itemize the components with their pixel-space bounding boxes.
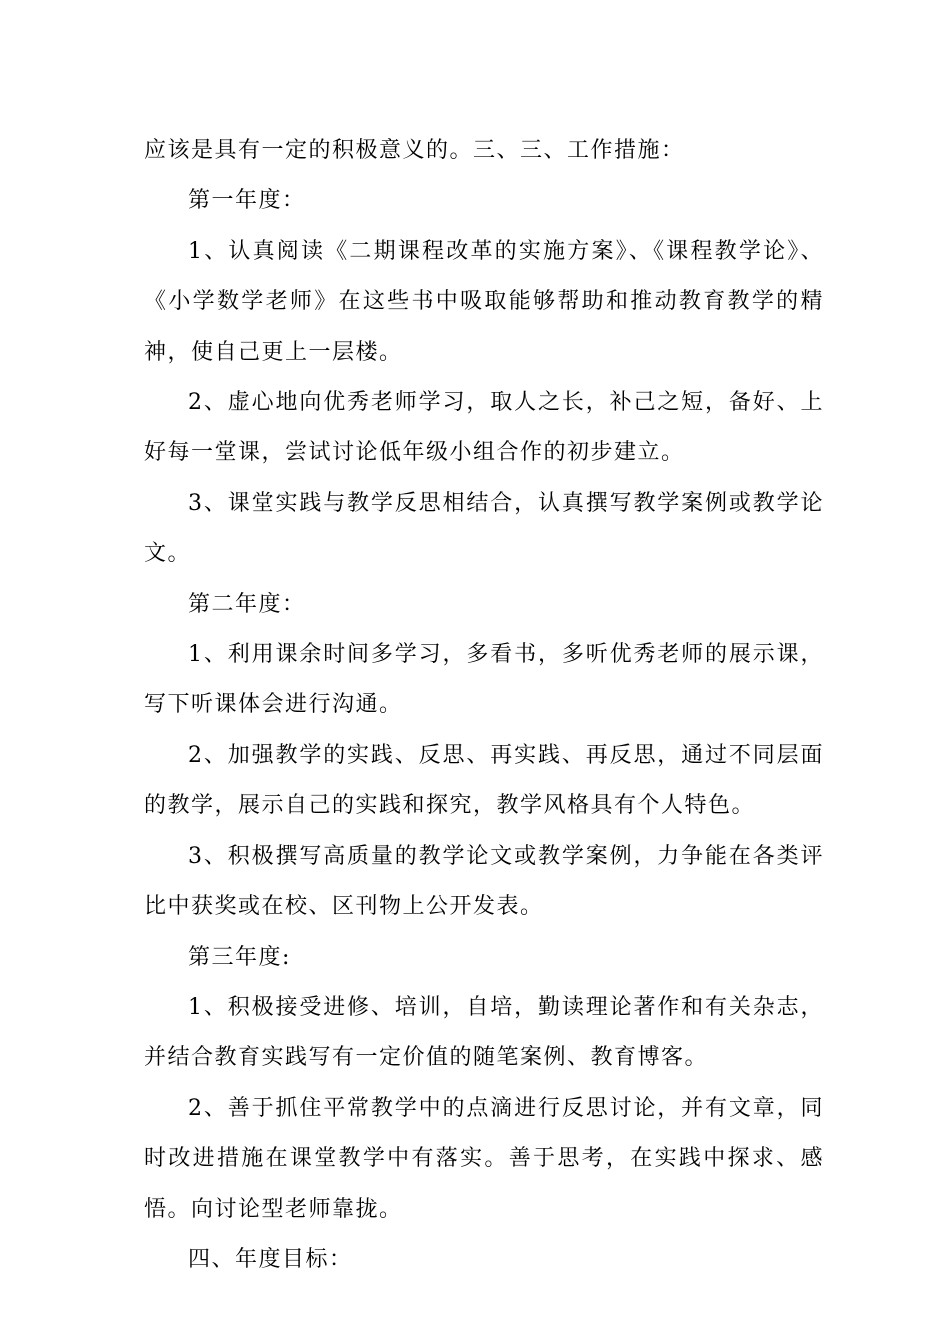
list-item-year1-1: 1、认真阅读《二期课程改革的实施方案》、《课程教学论》、《小学数学老师》在这些书中吸取能够帮助和推动教育教学的精神，使自己更上一层楼。 (144, 238, 824, 365)
list-item-year1-3: 3、课堂实践与教学反思相结合，认真撰写教学案例或教学论文。 (144, 490, 824, 567)
heading-third-year: 第三年度: (188, 944, 291, 970)
heading-first-year: 第一年度： (188, 188, 306, 214)
list-item-year3-2: 2、善于抓住平常教学中的点滴进行反思讨论，并有文章，同时改进措施在课堂教学中有落实。善于思考，在实践中探求、感悟。向讨论型老师靠拢。 (144, 1095, 824, 1222)
heading-second-year: 第二年度： (188, 591, 306, 617)
paragraph-continuation: 应该是具有一定的积极意义的。三、三、工作措施： (144, 138, 685, 163)
list-item-year3-1: 1、积极接受进修、培训，自培，勤读理论著作和有关杂志，并结合教育实践写有一定价值的随笔案例、教育博客。 (144, 994, 824, 1071)
list-item-year2-2: 2、加强教学的实践、反思、再实践、再反思，通过不同层面的教学，展示自己的实践和探究，教学风格具有个人特色。 (144, 742, 824, 819)
heading-annual-goals: 四、年度目标： (188, 1246, 353, 1272)
document-body (144, 126, 824, 1285)
list-item-year2-3: 3、积极撰写高质量的教学论文或教学案例，力争能在各类评比中获奖或在校、区刊物上公开发表。 (144, 843, 824, 920)
list-item-year2-1: 1、利用课余时间多学习，多看书，多听优秀老师的展示课，写下听课体会进行沟通。 (144, 642, 824, 718)
list-item-year1-2: 2、虚心地向优秀老师学习，取人之长，补己之短，备好、上好每一堂课，尝试讨论低年级小组合作的初步建立。 (144, 390, 824, 466)
